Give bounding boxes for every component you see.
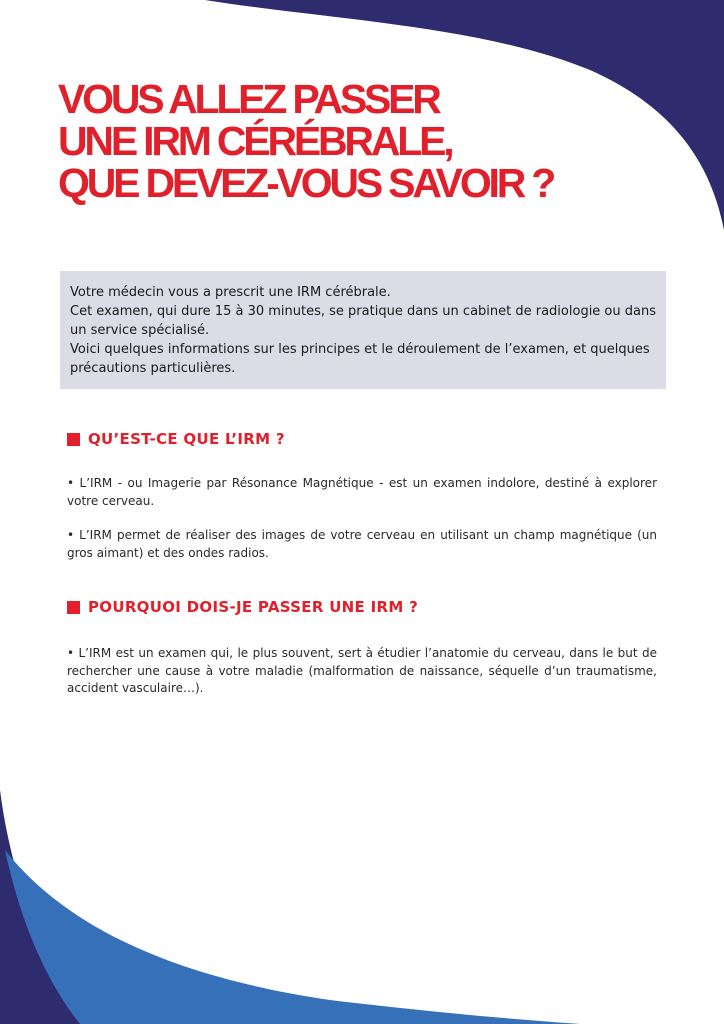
section-heading-text: POURQUOI DOIS-JE PASSER UNE IRM ?	[88, 598, 419, 616]
title-line-3: QUE DEVEZ-VOUS SAVOIR ?	[58, 160, 554, 206]
section-heading-why-mri	[67, 598, 418, 616]
section-heading-text: QU’EST-CE QUE L’IRM ?	[88, 430, 285, 448]
title-line-1: VOUS ALLEZ PASSER	[58, 76, 439, 122]
intro-line-2: Cet examen, qui dure 15 à 30 minutes, se pratique dans un cabinet de radiologie ou dans un service spécialisé.	[70, 304, 656, 338]
paragraph: • L’IRM - ou Imagerie par Résonance Magnétique - est un examen indolore, destiné à explorer votre cerveau.	[67, 476, 657, 508]
title-line-2: UNE IRM CÉRÉBRALE,	[58, 118, 452, 164]
red-square-icon	[67, 601, 80, 614]
intro-line-3: Voici quelques informations sur les principes et le déroulement de l’examen, et quelques précautions particulières.	[70, 342, 650, 376]
paragraph: • L’IRM permet de réaliser des images de votre cerveau en utilisant un champ magnétique (un gros aimant) et des ondes radios.	[67, 528, 657, 560]
paragraph: • L’IRM est un examen qui, le plus souvent, sert à étudier l’anatomie du cerveau, dans le but de rechercher une cause à votre maladie (malformation de naissance, séquelle d’un traumatisme, accident vasculaire…).	[67, 646, 657, 695]
page-title	[58, 78, 678, 204]
intro-line-1: Votre médecin vous a prescrit une IRM cérébrale.	[70, 285, 391, 300]
intro-box	[60, 271, 666, 389]
section-heading-what-is-mri	[67, 430, 285, 448]
red-square-icon	[67, 433, 80, 446]
